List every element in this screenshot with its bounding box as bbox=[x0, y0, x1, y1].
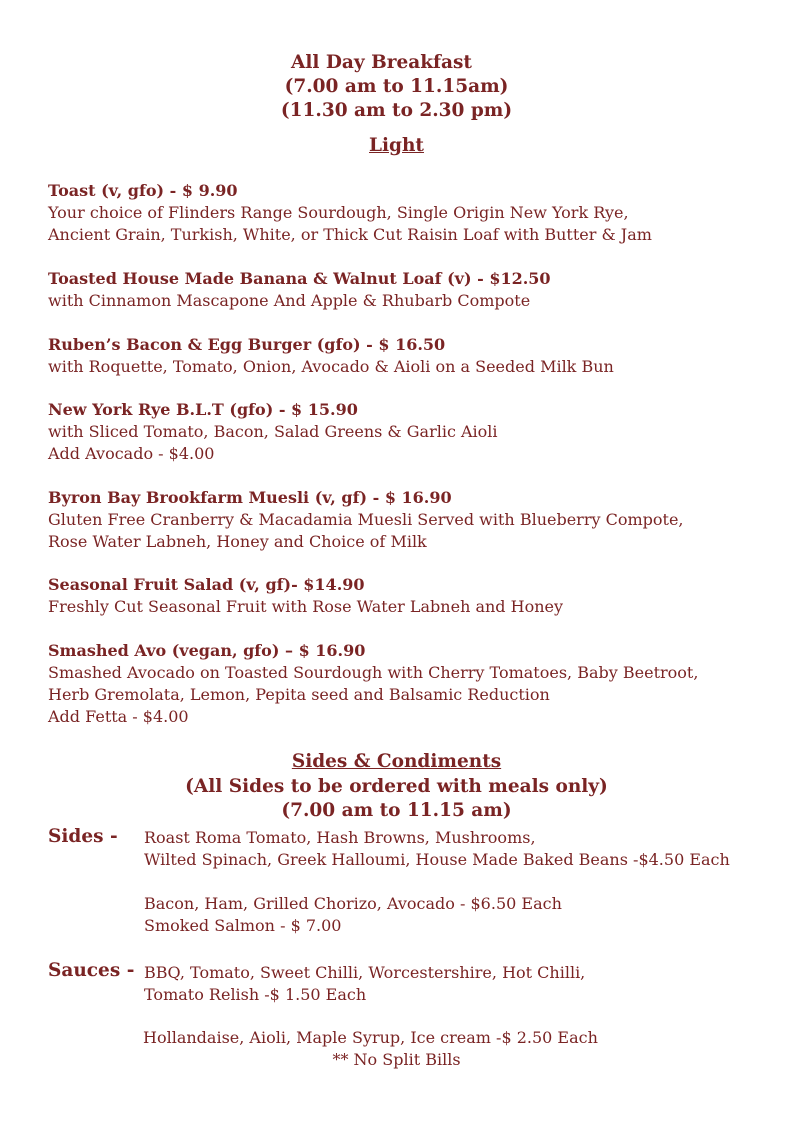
sides-line: Roast Roma Tomato, Hash Browns, Mushrooms, bbox=[144, 828, 536, 847]
item-description: with Cinnamon Mascapone And Apple & Rhubarb Compote bbox=[48, 291, 531, 310]
item-name-toast: Toast (v, gfo) - $ 9.90 bbox=[48, 181, 238, 200]
menu-title: All Day Breakfast bbox=[291, 52, 472, 73]
item-addon: Add Fetta - $4.00 bbox=[48, 707, 189, 726]
item-description: Freshly Cut Seasonal Fruit with Rose Water Labneh and Honey bbox=[48, 597, 564, 616]
sides-heading: Sides & Condiments bbox=[291, 751, 502, 772]
sauces-line: Tomato Relish -$ 1.50 Each bbox=[144, 985, 367, 1004]
item-name-banana-loaf: Toasted House Made Banana & Walnut Loaf (v) - $12.50 bbox=[48, 269, 551, 288]
sauces-line: BBQ, Tomato, Sweet Chilli, Worcestershire, Hot Chilli, bbox=[144, 963, 586, 982]
item-description: Ancient Grain, Turkish, White, or Thick Cut Raisin Loaf with Butter & Jam bbox=[48, 225, 652, 244]
sides-hours: (7.00 am to 11.15 am) bbox=[281, 800, 512, 821]
section-heading-light: Light bbox=[369, 135, 424, 156]
sauces-line: Hollandaise, Aioli, Maple Syrup, Ice cream -$ 2.50 Each bbox=[143, 1028, 598, 1047]
sauces-label: Sauces - bbox=[48, 960, 135, 981]
sides-subtitle: (All Sides to be ordered with meals only) bbox=[185, 776, 608, 797]
item-description: Gluten Free Cranberry & Macadamia Muesli Served with Blueberry Compote, bbox=[48, 510, 684, 529]
sides-line: Bacon, Ham, Grilled Chorizo, Avocado - $6.50 Each bbox=[144, 894, 562, 913]
item-name-blt: New York Rye B.L.T (gfo) - $ 15.90 bbox=[48, 400, 358, 419]
no-split-bills-note: ** No Split Bills bbox=[332, 1050, 461, 1069]
item-description: with Sliced Tomato, Bacon, Salad Greens & Garlic Aioli bbox=[48, 422, 498, 441]
sides-line: Smoked Salmon - $ 7.00 bbox=[144, 916, 342, 935]
item-addon: Add Avocado - $4.00 bbox=[48, 444, 215, 463]
item-description: with Roquette, Tomato, Onion, Avocado & Aioli on a Seeded Milk Bun bbox=[48, 357, 614, 376]
item-description: Your choice of Flinders Range Sourdough, Single Origin New York Rye, bbox=[48, 203, 629, 222]
item-name-muesli: Byron Bay Brookfarm Muesli (v, gf) - $ 16.90 bbox=[48, 488, 452, 507]
item-name-smashed-avo: Smashed Avo (vegan, gfo) – $ 16.90 bbox=[48, 641, 366, 660]
item-description: Herb Gremolata, Lemon, Pepita seed and Balsamic Reduction bbox=[48, 685, 550, 704]
item-name-fruit-salad: Seasonal Fruit Salad (v, gf)- $14.90 bbox=[48, 575, 365, 594]
breakfast-hours-1: (7.00 am to 11.15am) bbox=[284, 76, 509, 97]
sides-line: Wilted Spinach, Greek Halloumi, House Made Baked Beans -$4.50 Each bbox=[144, 850, 730, 869]
item-description: Smashed Avocado on Toasted Sourdough with Cherry Tomatoes, Baby Beetroot, bbox=[48, 663, 699, 682]
sides-label: Sides - bbox=[48, 826, 118, 847]
item-description: Rose Water Labneh, Honey and Choice of Milk bbox=[48, 532, 427, 551]
breakfast-hours-2: (11.30 am to 2.30 pm) bbox=[280, 100, 513, 121]
item-name-burger: Ruben’s Bacon & Egg Burger (gfo) - $ 16.50 bbox=[48, 335, 446, 354]
